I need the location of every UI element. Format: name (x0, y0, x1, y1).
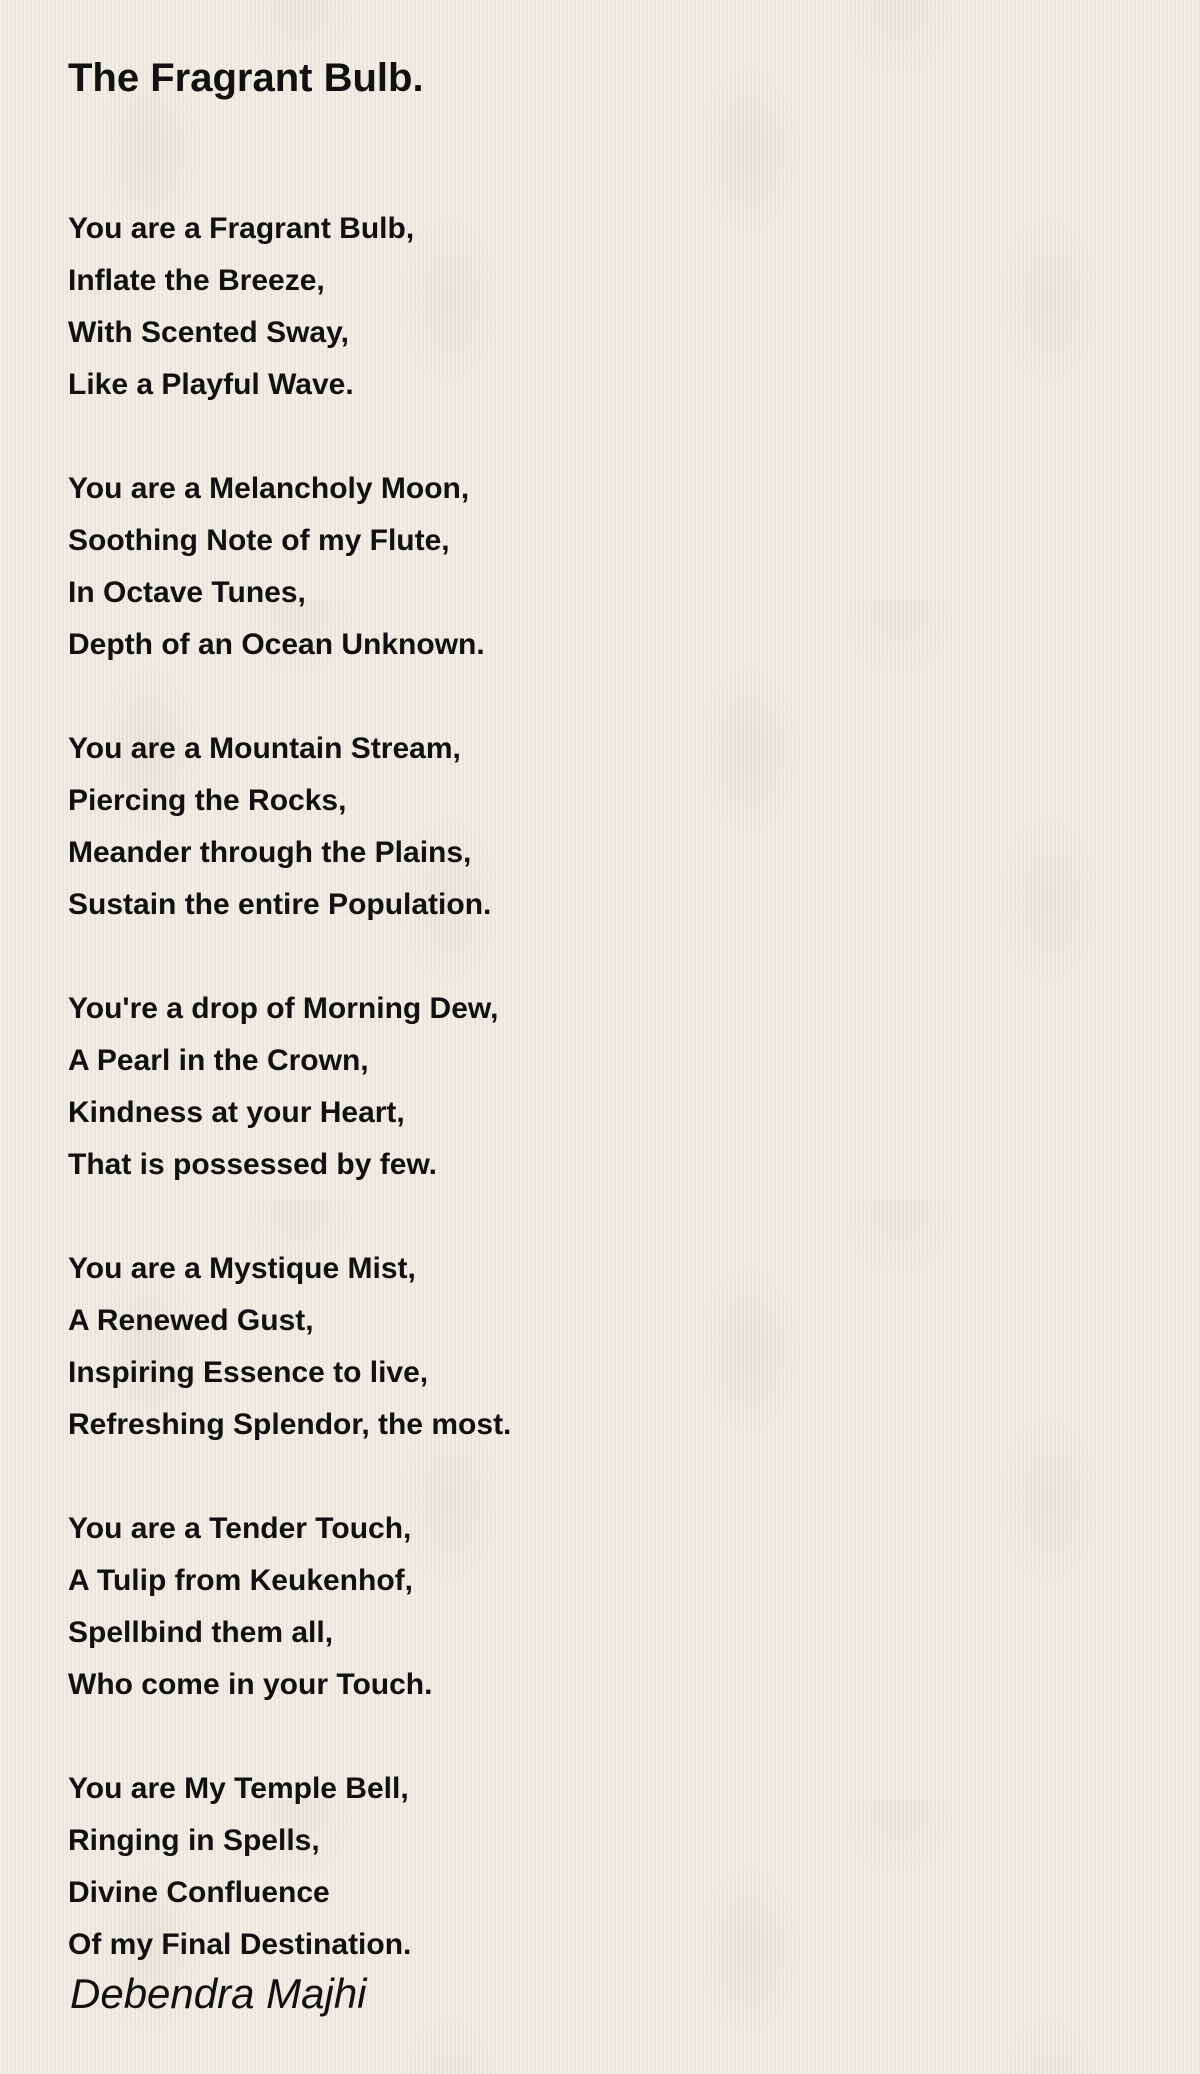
poem-line: Divine Confluence (68, 1876, 330, 1909)
poem-line: You are a Fragrant Bulb, (68, 212, 415, 245)
poem-line: Who come in your Touch. (68, 1668, 433, 1701)
poem-line: Ringing in Spells, (68, 1824, 320, 1857)
stanza-4 (68, 983, 1148, 1191)
poem-author: Debendra Majhi (70, 1970, 367, 2017)
poem-line: A Renewed Gust, (68, 1304, 314, 1337)
stanza-2 (68, 463, 1148, 671)
poem-line: A Tulip from Keukenhof, (68, 1564, 413, 1597)
poem-line: Like a Playful Wave. (68, 368, 354, 401)
poem-line: Sustain the entire Population. (68, 888, 492, 921)
poem-line: You are a Mystique Mist, (68, 1252, 416, 1285)
poem-line: You are My Temple Bell, (68, 1772, 409, 1805)
poem-body (68, 203, 1148, 1971)
stanza-1 (68, 203, 1148, 411)
poem-line: You are a Mountain Stream, (68, 732, 461, 765)
poem-line: You are a Tender Touch, (68, 1512, 412, 1545)
stanza-6 (68, 1503, 1148, 1711)
poem-line: A Pearl in the Crown, (68, 1044, 369, 1077)
poem-line: Spellbind them all, (68, 1616, 334, 1649)
poem-line: Kindness at your Heart, (68, 1096, 405, 1129)
poem-line: That is possessed by few. (68, 1148, 438, 1181)
poem-line: Piercing the Rocks, (68, 784, 347, 817)
poem-line: Soothing Note of my Flute, (68, 524, 450, 557)
poem-line: You are a Melancholy Moon, (68, 472, 470, 505)
stanza-3 (68, 723, 1148, 931)
poem-line: Refreshing Splendor, the most. (68, 1408, 512, 1441)
poem-line: With Scented Sway, (68, 316, 349, 349)
poem-container (68, 50, 1148, 2023)
stanza-7 (68, 1763, 1148, 1971)
poem-line: You're a drop of Morning Dew, (68, 992, 499, 1025)
stanza-5 (68, 1243, 1148, 1451)
poem-line: In Octave Tunes, (68, 576, 306, 609)
poem-line: Depth of an Ocean Unknown. (68, 628, 485, 661)
poem-line: Inflate the Breeze, (68, 264, 325, 297)
poem-line: Meander through the Plains, (68, 836, 472, 869)
poem-line: Inspiring Essence to live, (68, 1356, 429, 1389)
poem-title: The Fragrant Bulb. (68, 56, 424, 100)
poem-line: Of my Final Destination. (68, 1928, 412, 1961)
